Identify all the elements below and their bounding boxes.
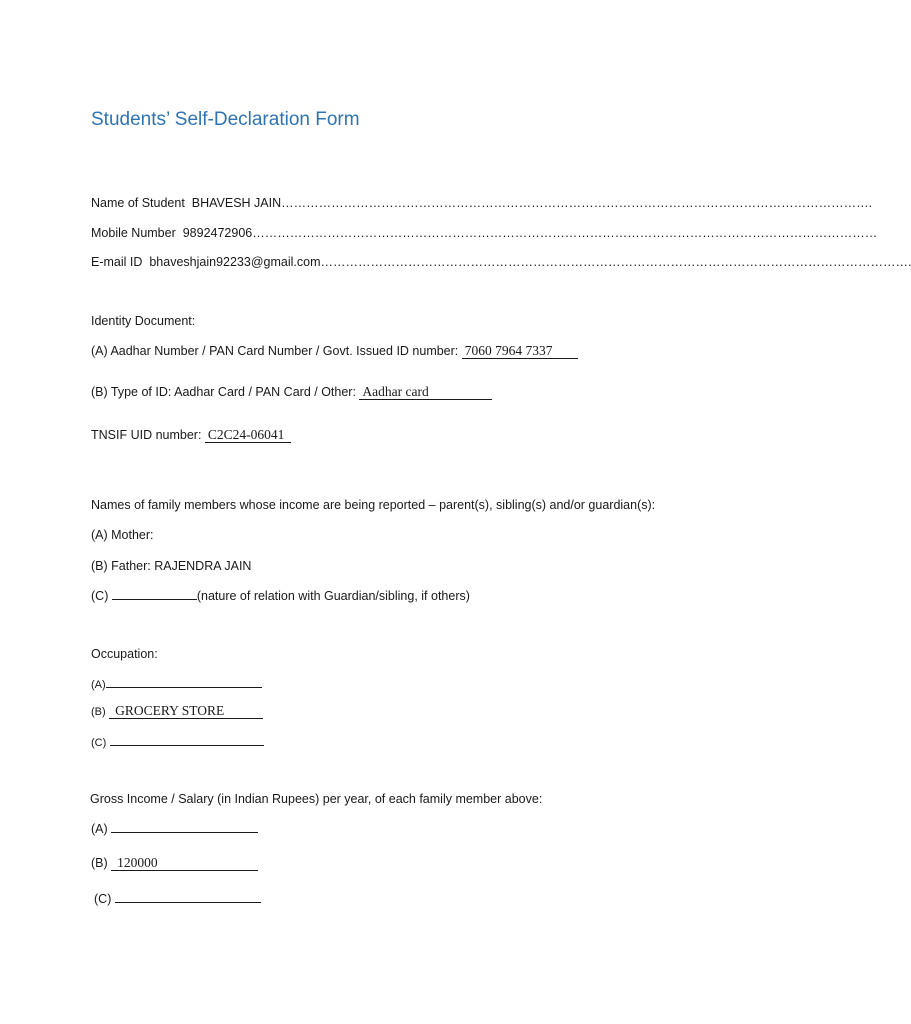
occupation-heading: Occupation: bbox=[91, 647, 158, 661]
mobile-number-label: Mobile Number bbox=[91, 226, 176, 240]
mobile-number-dots: …………………………………………………………………………………………………………………………………… bbox=[252, 226, 878, 240]
email-value: bhaveshjain92233@gmail.com bbox=[149, 255, 321, 269]
occupation-b-line bbox=[91, 704, 263, 719]
tnsif-line bbox=[91, 428, 291, 443]
father-line: (B) Father: RAJENDRA JAIN bbox=[91, 559, 252, 573]
id-number-field: 7060 7964 7337 bbox=[462, 344, 578, 359]
id-type-line bbox=[91, 385, 492, 400]
id-type-field: Aadhar card bbox=[359, 385, 492, 400]
mobile-number-value: 9892472906 bbox=[182, 226, 253, 240]
occupation-b-label: (B) bbox=[91, 706, 106, 718]
page-title: Students’ Self-Declaration Form bbox=[91, 109, 360, 130]
mother-line: (A) Mother: bbox=[91, 528, 154, 542]
other-relation-note: (nature of relation with Guardian/sibling, if others) bbox=[196, 589, 470, 603]
other-relation-prefix: (C) bbox=[91, 589, 109, 603]
occupation-c-line bbox=[91, 734, 264, 749]
family-heading: Names of family members whose income are being reported – parent(s), sibling(s) and/or guardian(s): bbox=[91, 498, 656, 512]
income-heading: Gross Income / Salary (in Indian Rupees) per year, of each family member above: bbox=[90, 792, 543, 806]
mobile-number-line bbox=[91, 226, 877, 240]
id-type-label: (B) Type of ID: Aadhar Card / PAN Card / Other: bbox=[91, 385, 356, 399]
email-dots: ……………………………………………………………………………………………………………………………. bbox=[320, 255, 911, 269]
income-b-line bbox=[91, 856, 258, 871]
income-a-blank bbox=[111, 821, 258, 833]
student-name-value: BHAVESH JAIN bbox=[191, 196, 282, 210]
income-b-label: (B) bbox=[91, 856, 108, 870]
other-relation-line bbox=[91, 588, 470, 603]
occupation-a-blank bbox=[106, 676, 262, 688]
email-line bbox=[91, 255, 911, 269]
occupation-b-field: GROCERY STORE bbox=[109, 704, 263, 719]
email-label: E-mail ID bbox=[91, 255, 143, 269]
tnsif-field: C2C24-06041 bbox=[205, 428, 291, 443]
income-b-field: 120000 bbox=[111, 856, 258, 871]
identity-heading: Identity Document: bbox=[91, 314, 196, 328]
income-c-line bbox=[94, 891, 261, 906]
id-number-line bbox=[91, 344, 578, 359]
student-name-line bbox=[91, 196, 872, 210]
id-number-label: (A) Aadhar Number / PAN Card Number / Govt. Issued ID number: bbox=[91, 344, 459, 358]
student-name-label: Name of Student bbox=[91, 196, 185, 210]
occupation-c-label: (C) bbox=[91, 737, 107, 749]
income-c-blank bbox=[115, 891, 261, 903]
income-a-label: (A) bbox=[91, 822, 108, 836]
tnsif-label: TNSIF UID number: bbox=[91, 428, 202, 442]
student-name-dots: ……………………………………………………………………………………………………………………………. bbox=[281, 196, 873, 210]
other-relation-blank bbox=[112, 588, 197, 600]
income-a-line bbox=[91, 821, 258, 836]
income-c-label: (C) bbox=[94, 892, 112, 906]
occupation-a-label: (A) bbox=[91, 679, 106, 691]
occupation-a-line bbox=[91, 676, 262, 691]
occupation-c-blank bbox=[110, 734, 264, 746]
